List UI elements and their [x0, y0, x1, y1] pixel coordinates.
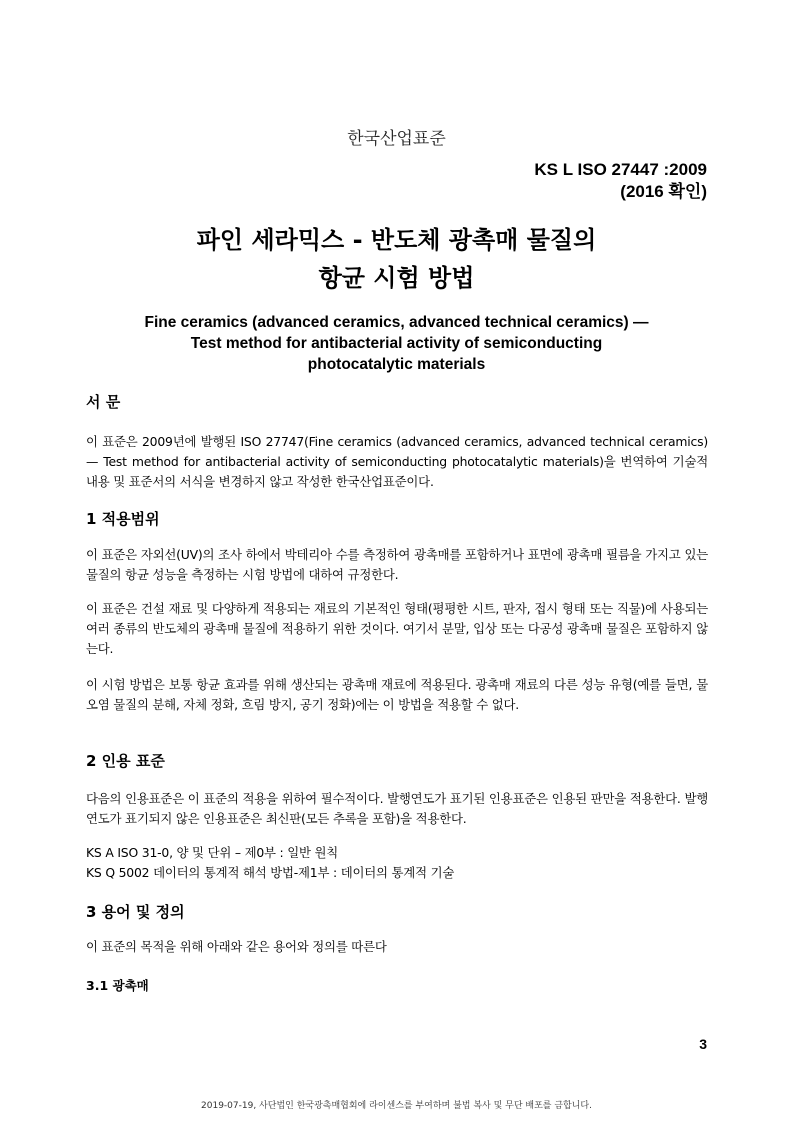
english-title-line1: Fine ceramics (advanced ceramics, advanced technical ceramics) — — [144, 314, 649, 331]
korean-title-line1: 파인 세라믹스 - 반도체 광촉매 물질의 — [196, 226, 597, 254]
english-title — [0, 312, 793, 375]
section1-p3-wrap — [86, 675, 708, 715]
foreword-text: 이 표준은 2009년에 발행된 ISO 27747(Fine ceramics (advanced ceramics, advanced technical ceramics) — Test method for antibacterial activity of semiconducting photocatalytic materials)을 번역하여 기술적 내용 및 표준서의 서식을 변경하지 않고 작성한 한국산업표준이다. — [86, 434, 708, 489]
section1-p1-wrap — [86, 545, 708, 585]
standard-number: KS L ISO 27447 :2009 — [534, 160, 707, 179]
english-title-line2: Test method for antibacterial activity of semiconducting — [190, 335, 603, 352]
section2-p1-wrap — [86, 789, 708, 829]
korean-title-line2: 항균 시험 방법 — [318, 264, 475, 292]
section2-paragraph-1: 다음의 인용표준은 이 표준의 적용을 위하여 필수적이다. 발행연도가 표기된 인용표준은 인용된 판만을 적용한다. 발행연도가 표기되지 않은 인용표준은 최신판(모든 추록을 포함)을 적용한다. — [86, 791, 708, 826]
document-category: 한국산업표준 — [347, 129, 446, 149]
subsection-3-1-wrap — [86, 975, 708, 994]
section2-heading: 2 인용 표준 — [86, 752, 165, 770]
section1-heading-wrap — [86, 508, 708, 529]
reference-item: KS Q 5002 데이터의 통계적 해석 방법-제1부 : 데이터의 통계적 기술 — [86, 865, 455, 880]
standard-number-block — [534, 159, 707, 203]
confirmation-year: (2016 확인) — [620, 182, 707, 201]
section2-heading-wrap — [86, 750, 708, 771]
reference-list — [86, 843, 708, 883]
korean-title — [0, 221, 793, 297]
section3-heading: 3 용어 및 정의 — [86, 903, 185, 921]
foreword-heading-wrap — [86, 391, 708, 412]
section1-p2-wrap — [86, 599, 708, 659]
section1-paragraph-1: 이 표준은 자외선(UV)의 조사 하에서 박테리아 수를 측정하여 광촉매를 포함하거나 표면에 광촉매 필름을 가지고 있는 물질의 항균 성능을 측정하는 시험 방법에 대하여 규정한다. — [86, 547, 708, 582]
page-number: 3 — [699, 1036, 707, 1052]
foreword-body — [86, 432, 708, 492]
section1-paragraph-3: 이 시험 방법은 보통 항균 효과를 위해 생산되는 광촉매 재료에 적용된다. 광촉매 재료의 다른 성능 유형(예를 들면, 물 오염 물질의 분해, 자체 정화, 흐림 방지, 공기 정화)에는 이 방법을 적용할 수 없다. — [86, 677, 708, 712]
section1-paragraph-2: 이 표준은 건설 재료 및 다양하게 적용되는 재료의 기본적인 형태(평평한 시트, 판자, 접시 형태 또는 직물)에 사용되는 여러 종류의 반도체의 광촉매 물질에 적용하기 위한 것이다. 여기서 분말, 입상 또는 다공성 광촉매 물질은 포함하지 않는다. — [86, 601, 708, 656]
section3-paragraph-1: 이 표준의 목적을 위해 아래와 같은 용어와 정의를 따른다 — [86, 939, 387, 954]
section3-p1-wrap — [86, 937, 708, 957]
english-title-line3: photocatalytic materials — [307, 356, 486, 373]
foreword-heading: 서 문 — [86, 393, 121, 411]
license-footer: 2019-07-19, 사단법인 한국광촉매협회에 라이센스를 부여하며 불법 복사 및 무단 배포를 금합니다. — [201, 1101, 592, 1111]
subsection-3-1-heading: 3.1 광촉매 — [86, 978, 149, 993]
section3-heading-wrap — [86, 901, 708, 922]
reference-item: KS A ISO 31-0, 양 및 단위 – 제0부 : 일반 원칙 — [86, 845, 339, 860]
section1-heading: 1 적용범위 — [86, 510, 160, 528]
